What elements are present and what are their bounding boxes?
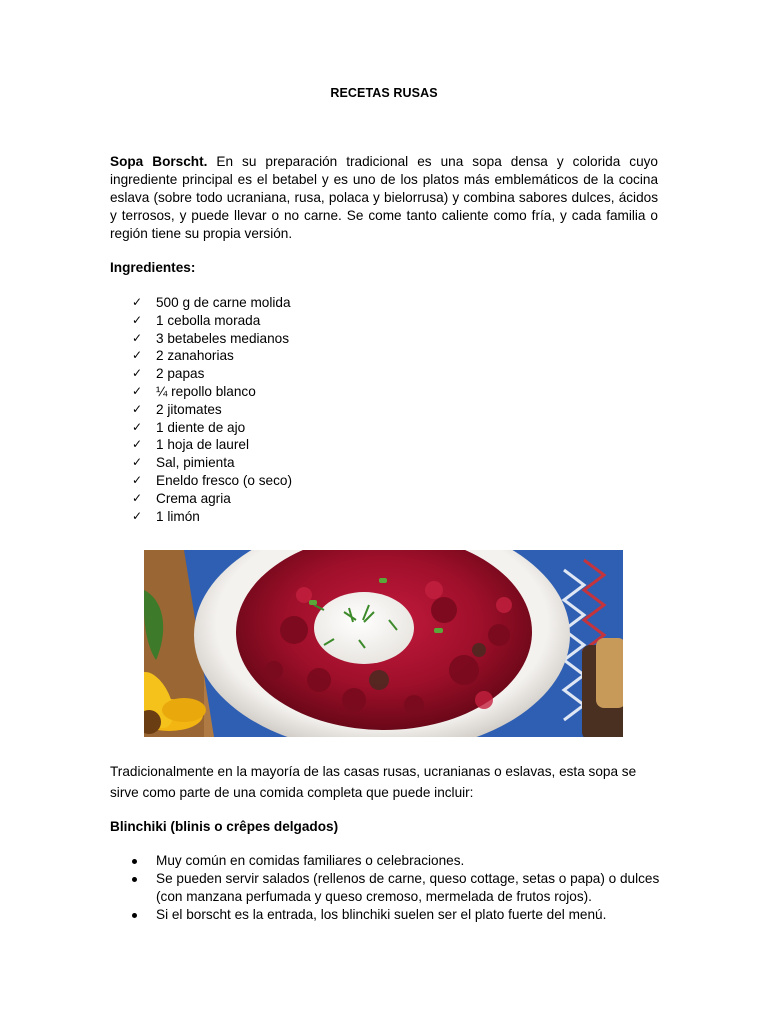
ingredient-item xyxy=(110,365,292,383)
bullet-icon xyxy=(132,859,137,864)
ingredient-item xyxy=(110,490,292,508)
ingredient-text: 2 jitomates xyxy=(156,401,222,417)
ingredients-heading: Ingredientes: xyxy=(110,260,196,275)
ingredient-item xyxy=(110,436,292,454)
ingredient-text: ¼ repollo blanco xyxy=(156,383,256,399)
checkmark-icon: ✓ xyxy=(132,472,143,487)
blinchiki-list xyxy=(110,852,670,924)
ingredient-text: Sal, pimienta xyxy=(156,455,235,471)
intro-paragraph xyxy=(110,153,658,243)
intro-text: En su preparación tradicional es una sopa densa y colorida cuyo ingrediente principal es el betabel y es uno de los platos más emblemáticos de la cocina eslava (sobre todo ucraniana, rusa, polaca y bielorrusa) y combina sabores dulces, ácidos y terrosos, y puede llevar o no carne. Se come tanto caliente como fría, y cada familia o región tiene su propia versión. xyxy=(110,154,658,241)
bullet-icon xyxy=(132,877,137,882)
sour-cream xyxy=(314,592,414,664)
ingredient-item xyxy=(110,472,292,490)
checkmark-icon: ✓ xyxy=(132,383,143,398)
blinchiki-point-text: Se pueden servir salados (rellenos de carne, queso cottage, setas o papa) o dulces (con manzana perfumada y queso cremoso, mermelada de frutos rojos). xyxy=(156,871,660,904)
checkmark-icon: ✓ xyxy=(132,401,143,416)
checkmark-icon: ✓ xyxy=(132,295,143,309)
paragraph-2: Tradicionalmente en la mayoría de las casas rusas, ucranianas o eslavas, esta sopa se sirve como parte de una comida completa que puede incluir: xyxy=(110,764,637,800)
ingredient-text: 3 betabeles medianos xyxy=(156,330,290,346)
ingredient-text: 2 zanahorias xyxy=(156,348,234,364)
checkmark-icon: ✓ xyxy=(132,455,143,470)
ingredient-item xyxy=(110,330,292,348)
checkmark-icon: ✓ xyxy=(132,419,143,434)
intro-lead: Sopa Borscht. xyxy=(110,154,208,169)
ingredient-text: 500 g de carne molida xyxy=(156,295,291,310)
checkmark-icon: ✓ xyxy=(132,490,143,505)
blinchiki-point xyxy=(110,906,670,924)
blinchiki-point xyxy=(110,852,670,870)
ingredient-item xyxy=(110,383,292,401)
checkmark-icon: ✓ xyxy=(132,366,143,381)
blinchiki-point xyxy=(110,870,670,906)
checkmark-icon: ✓ xyxy=(132,312,143,327)
document-title: RECETAS RUSAS xyxy=(330,86,438,100)
ingredient-text: 2 papas xyxy=(156,366,205,382)
checkmark-icon: ✓ xyxy=(132,437,143,452)
checkmark-icon: ✓ xyxy=(132,508,143,523)
blinchiki-point-text: Muy común en comidas familiares o celebraciones. xyxy=(156,853,465,868)
ingredient-item xyxy=(110,454,292,472)
ingredient-text: 1 cebolla morada xyxy=(156,312,261,328)
ingredients-list xyxy=(110,294,292,525)
ingredient-text: Eneldo fresco (o seco) xyxy=(156,472,293,488)
ingredient-text: 1 hoja de laurel xyxy=(156,437,249,453)
ingredient-text: 1 diente de ajo xyxy=(156,419,246,435)
checkmark-icon: ✓ xyxy=(132,348,143,363)
ingredient-item xyxy=(110,294,292,312)
ingredient-item xyxy=(110,401,292,419)
checkmark-icon: ✓ xyxy=(132,330,143,345)
ingredient-item xyxy=(110,312,292,330)
blinchiki-point-text: Si el borscht es la entrada, los blinchiki suelen ser el plato fuerte del menú. xyxy=(156,907,607,922)
ingredient-item xyxy=(110,347,292,365)
ingredient-text: Crema agria xyxy=(156,490,231,506)
borscht-photo xyxy=(144,550,623,737)
ingredient-item xyxy=(110,508,292,526)
ingredient-item xyxy=(110,419,292,437)
ingredient-text: 1 limón xyxy=(156,508,200,524)
blinchiki-heading: Blinchiki (blinis o crêpes delgados) xyxy=(110,819,339,834)
bullet-icon xyxy=(132,913,137,918)
